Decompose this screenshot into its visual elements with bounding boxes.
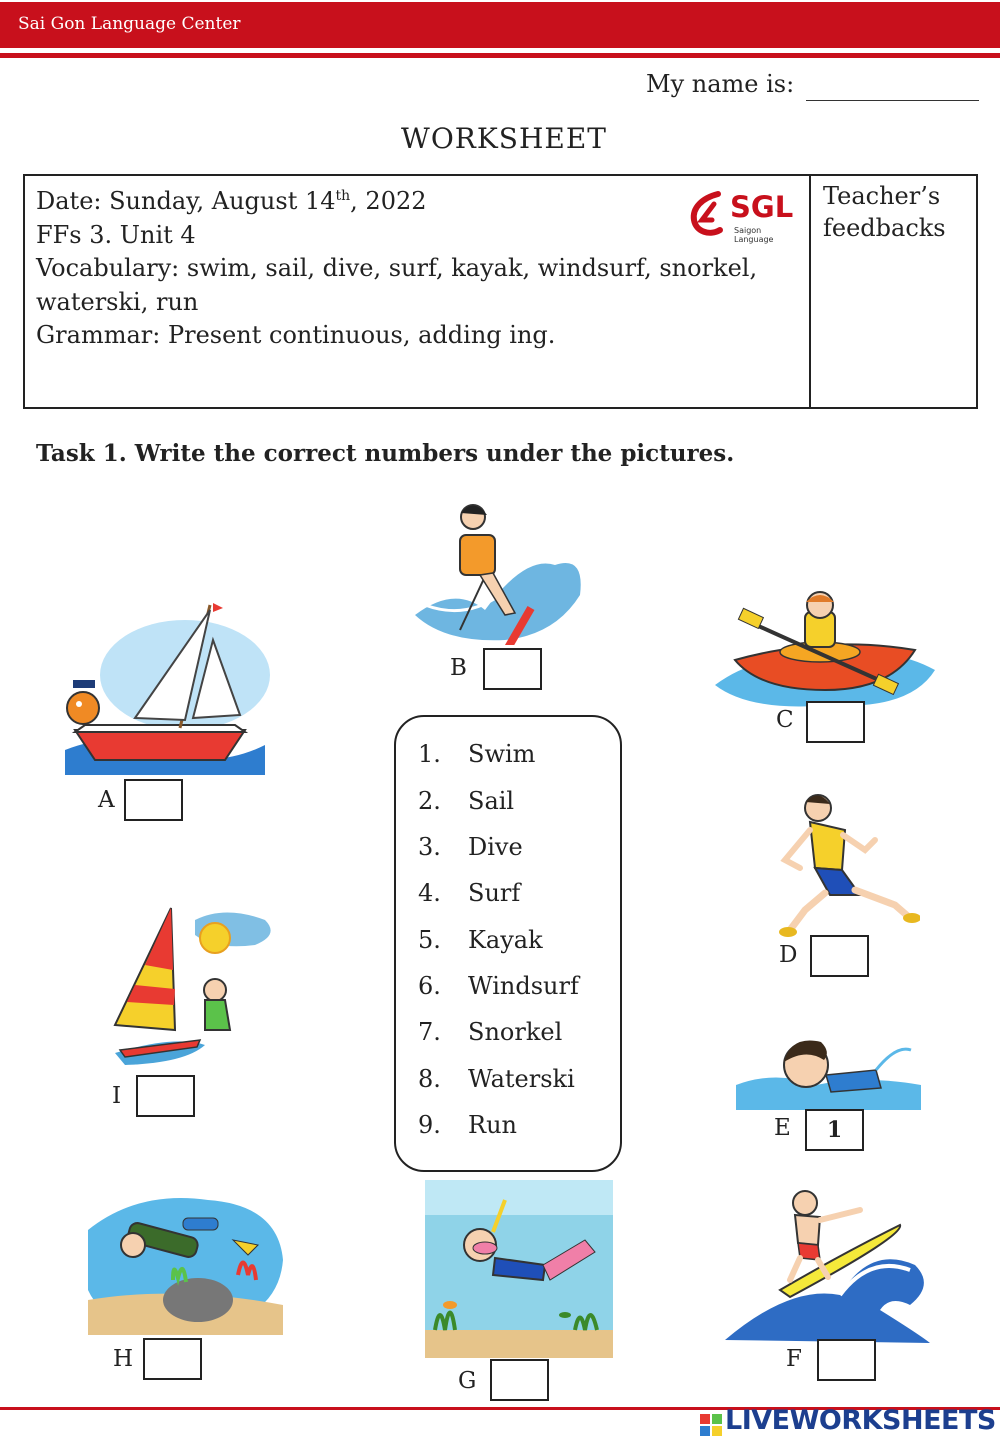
answer-box-b[interactable] [483, 648, 542, 690]
vocab-line-2: waterski, run [36, 287, 199, 316]
liveworksheets-brand[interactable]: LIVEWORKSHEETS [725, 1405, 996, 1436]
word-item-3: 3. Dive [418, 833, 523, 861]
answer-box-c[interactable] [806, 701, 865, 743]
word-item-5: 5. Kayak [418, 926, 543, 954]
picture-label-b: B [450, 655, 467, 681]
windsurf-picture [105, 905, 280, 1070]
info-divider [809, 174, 811, 407]
swimmer-picture [736, 1030, 921, 1115]
answer-box-i[interactable] [136, 1075, 195, 1117]
picture-label-e: E [774, 1115, 791, 1141]
word-item-1: 1. Swim [418, 740, 536, 768]
course-line: FFs 3. Unit 4 [36, 220, 196, 249]
teacher-feedback [823, 180, 973, 244]
sgl-logo [688, 190, 800, 244]
picture-label-i: I [112, 1083, 122, 1109]
diver-picture [78, 1190, 288, 1340]
runner-picture [770, 790, 920, 940]
feedback-line-1: Teacher’s [823, 182, 941, 210]
answer-box-h[interactable] [143, 1338, 202, 1380]
vocab-line-1: Vocabulary: swim, sail, dive, surf, kayak, windsurf, snorkel, [36, 254, 758, 282]
word-item-6: 6. Windsurf [418, 972, 579, 1000]
page-title: WORKSHEET [401, 122, 607, 155]
surfer-picture [720, 1185, 935, 1345]
feedback-line-2: feedbacks [823, 214, 946, 242]
picture-label-d: D [779, 942, 798, 968]
sailboat-picture [55, 600, 275, 780]
answer-box-d[interactable] [810, 935, 869, 977]
picture-label-f: F [786, 1346, 802, 1372]
answer-box-a[interactable] [124, 779, 183, 821]
answer-box-e[interactable]: 1 [805, 1109, 864, 1151]
word-item-2: 2. Sail [418, 787, 515, 815]
picture-label-g: G [458, 1368, 477, 1394]
answer-box-f[interactable] [817, 1339, 876, 1381]
grammar-line: Grammar: Present continuous, adding ing. [36, 321, 556, 349]
name-label: My name is: [646, 70, 795, 98]
kayak-picture [710, 590, 940, 715]
sgl-logo-text: SGL [730, 190, 794, 224]
date-line: Date: Sunday, August 14th, 2022 [36, 187, 427, 215]
name-input-line[interactable] [806, 100, 979, 101]
center-name: Sai Gon Language Center [18, 14, 241, 34]
liveworksheets-icon [700, 1414, 722, 1436]
word-item-4: 4. Surf [418, 879, 521, 907]
task-1-heading: Task 1. Write the correct numbers under the pictures. [36, 440, 735, 467]
answer-box-g[interactable] [490, 1359, 549, 1401]
word-item-9: 9. Run [418, 1111, 517, 1139]
sgl-logo-subtitle: Saigon Language [734, 226, 774, 244]
word-item-8: 8. Waterski [418, 1065, 575, 1093]
picture-label-h: H [113, 1346, 134, 1372]
picture-label-c: C [776, 707, 794, 733]
sgl-logo-icon [688, 190, 728, 238]
snorkel-picture [425, 1180, 613, 1358]
header-divider [0, 53, 1000, 58]
picture-label-a: A [98, 787, 115, 813]
word-item-7: 7. Snorkel [418, 1018, 563, 1046]
waterski-picture [405, 495, 590, 645]
